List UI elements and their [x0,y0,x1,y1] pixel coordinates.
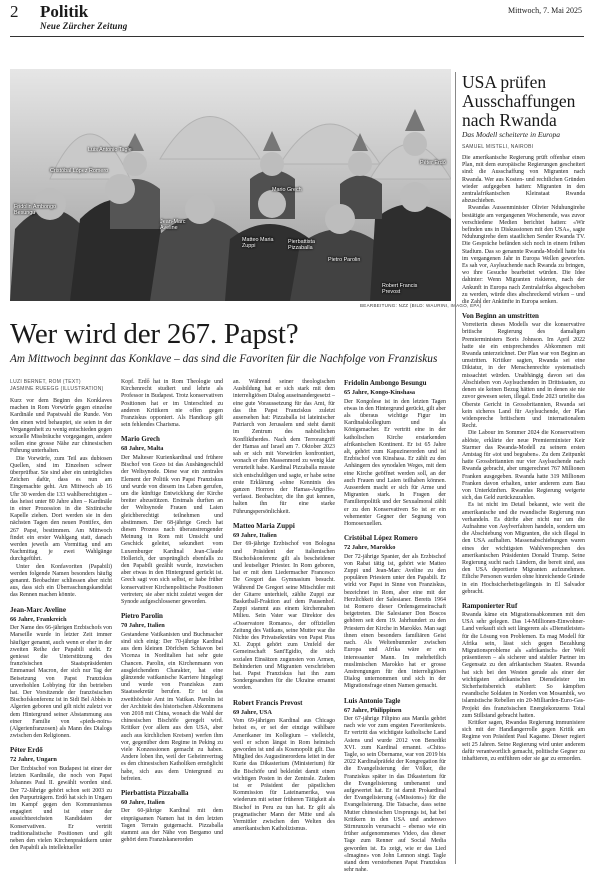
paragraph: Die Labour im Sommer 2024 die Konservativen ablöste, erklärte der neue Premierminister Keir Starmer das Rwanda-Modell zu seinem ersten Amtstag für «tot und begraben». Zu dem Zeitpunkt hatte Grossbritannien nur vier Asylsuchende nach Rwanda gebracht, aber umgerechnet 767 Millionen Franken ausgegeben. Rwanda hatte 319 Millionen Franken davon erhalten, unter anderem zum Bau von Unterkünften. Rwandas Regierung weigerte sich, das Geld zurückzuzahlen. [462,430,585,502]
side-headline: USA prüfen Ausschaffungen nach Rwanda [462,72,576,130]
issue-date: Mittwoch, 7. Mai 2025 [508,6,582,15]
paragraph: Der Kongolese ist in den letzten Tagen etwas in den Hintergrund gerückt, gilt aber als überaus wichtige Figur im Kardinalskollegium und als Königsmacher. Er vertritt eine in der katholischen Kirche erstarkenden afrikanischen Kontinent. Er ist 65 Jahre alt, gehört zum Kapuzinerorden und ist Erzbischof von Kinshasa. Er zählt zu den Anhängern des synodalen Weges, mit dem eine Kirche geöffnet werden soll, an der auch Frauen und Laien teilhaben können. Ausserdem macht er sich für Arme und Migranten stark. In Fragen der Familienpolitik und der Sexualmoral zählt er zu den Konservativen So ist er ein vehementer Gegner der Segnung von Homosexuellen. [344,398,446,527]
cardinals-illustration [10,69,451,301]
side-byline: SAMUEL MISTELI, NAIROBI [462,144,534,150]
candidate-name: Mario Grech [121,435,160,444]
paragraph: an. Während seiner theologischen Ausbildung hat er sich stark mit dem interreligiösen Dialog auseinandergesetzt – eine gute Voraussetzung für das Amt, für das ihn Papst Franziskus zuletzt ausersehen hat: Pizzaballa ist lateinischer Patriarch von Jerusalem und steht damit im Zentrum des nahöstlichen Konfliktherdes. Nach dem Terrorangriff der Hamas auf Israel am 7. Oktober 2023 sah er sich mit Vorwürfen konfrontiert, wonach er den Massenmord zu wenig klar verurteilt habe. Kardinal Pizzaballa musste sich entschuldigen und sagte, er habe seine erste Erklärung «ohne Kenntnis des ganzen Horrors der Hamas-Angriffe» verfasst. Beobachter, die ihn gut kennen, halten ihn für eine starke Führungspersönlichkeit. [233,379,335,515]
paragraph: Kopf. Erdő hat in Rom Theologie und Kirchenrecht studiert und lehrte als Professor in Budapest. Trotz konservativen Positionen hat er im Unterschied zu anderen Kritikern nie offen gegen Franziskus opponiert. Als Handicap gilt sein fehlendes Charisma. [121,379,223,429]
subheading: Von Beginn an umstritten [462,312,539,321]
side-dek: Das Modell scheiterte in Europa [462,130,561,139]
paragraph: Der 67-jährige Filipino aus Manila gehört nach wie vor zum engsten Favoritenkreis. Er vertritt das wichtigste katholische Land Asiens und wurde 2012 von Benedikt XVI. zum Kardinal ernannt. «Chito» Tagle, so sein Übername, war von 2019 bis 2022 Kardinalpräfekt der Kongregation für die Evangelisierung der Völker, die Franziskus später in das Dikasterium für die Evangelisierung umbenannt und aufgewertet hat. Er ist damit Prokardinal der Evangelisierung («Missions») für die Evangelisierung. Die Tatsache, dass seine Mutter chinesischen Ursprungs ist, hat bei Kritikern in den USA und anderswo Stirnrunzeln verursacht – ebenso wie ein früher aufgenommenes Video, das dieser Tage zum Renner auf Social Media geworden ist. Es zeigt, wie er das Lied «Imagine» von John Lennon singt. Tagle stand dem verstorbenen Papst Franziskus sehr nahe. [344,716,446,874]
candidate-details: 72 Jahre, Marokko [344,544,396,552]
photo-tag-tagle: Luis Antonio Tagle [88,147,132,153]
candidate-name: Fridolin Ambongo Besungu [344,379,427,387]
cardinals-collage-image [10,69,451,301]
paragraph: Vom 69-jährigen Kardinal aus Chicago heisst es, er sei der einzige wählbare Amerikaner im Kollegium – vielleicht, weil er schon längst in Rom heimisch geworden ist und als Kosmopolit gilt. Das Mitglied des Augustinerordens leitet in der Kurie das Dikasterium (Ministerium) für die Bischöfe und bekleidet damit einen wichtigen Posten in der Zentrale. Zudem ist er Präsident der päpstlichen Kommission für Lateinamerika, was wiederum mit seiner früheren Tätigkeit als Bischof in Peru zu tun hat. Er gilt als pragmatischer Mann der Mitte und als Vermittler zwischen den Welten des amerikanischen Katholizismus. [233,718,335,833]
section-rubric: Politik [40,2,89,21]
candidate-details: 66 Jahre, Frankreich [10,615,67,623]
candidate-details: 60 Jahre, Italien [121,798,165,806]
candidate-name: Luis Antonio Tagle [344,696,401,705]
photo-tag-grech: Mario Grech [272,187,302,193]
candidate-details: 70 Jahre, Italien [121,622,165,630]
paragraph: Es ist nicht im Detail bekannt, wie weit die amerikanische und die rwandische Regierung nun verhandeln. Es dürfte aber nicht nur um die Aufnahme von Asylverfahren handeln, sondern um die Abschiebung von Migranten, die sich illegal in den USA aufhalten. Massenabschiebungen waren eines der wichtigsten Wahlversprechen des amerikanischen Präsidenten Donald Trump. Seine Regierung sucht nach Ländern, die bereit sind, aus den USA deportierte Migranten aufzunehmen. Etliche Personen wurden ohne hinreichende Gründe in ein Hochsicherheitsgefängnis in El Salvador gebracht. [462,502,585,595]
header-rule [10,36,584,37]
candidate-name: Matteo Maria Zuppi [233,521,295,530]
photo-tag-erdo: Péter Erdő [420,160,446,166]
paragraph: Rwanda käme ein Migrationsabkommen mit den USA sehr gelegen. Das 14-Millionen-Einwohner-Land verkauft sich seit längerem als «Dienstleister» für die Lösung von Problemen. Es mag Modell für Afrika sein, lässt sich gegen Bezahlung Migrationsprobleme als «afrikanisch» der Welt präsentieren – als sicherer und stabiler Partner im Gegensatz zu den afrikanischen Staaten. Rwanda hat sich bei den Westen gerade als einer der wichtigsten afrikanischen Dienstleister im Sicherheitsbereich etabliert: So kämpften rwandische Soldaten in Norden von Mosambik, wo islamistische Rebellen ein 20-Milliarden-Euro-Gas-Projekt des französischen Energiekonzerns Total zum Stillstand gebracht hatten. [462,611,585,719]
candidate-details: 67 Jahre, Philippinen [344,706,402,714]
byline-illustrator: JASMINE RUEEGG (ILLUSTRATION) [10,385,104,392]
photo-tag-parolin: Pietro Parolin [328,257,361,263]
main-headline: Wer wird der 267. Papst? [10,318,299,350]
photo-tag-prevost: Robert Francis Prevost [382,283,418,295]
photo-tag-ambongo: Fridolin Ambongo Besungu [14,204,56,216]
paragraph: Der Malteser Kurienkardinal und frühere Bischof von Gozo ist das Aushängeschild der Weltsynode. Diese war ein zentrales Element der Politik von Papst Franziskus und wurde von diesem ins Leben gerufen, um die künftige Entwicklung der Kirche breiter abzustützen. Erstmals durften an der Weltsynode Frauen und Laien gleichberechtigt teilnehmen und abstimmen. Der 68-jährige Grech hat diesen Prozess nach überanstrengender Meinung in Rom mit Umsicht und Geschick geleitet, sekundiert vom Luxemburger Kardinal Jean-Claude Hollerich, der ursprünglich ebenfalls zu den Papabili gezählt wurde, inzwischen aber etwas in den Hintergrund gerückt ist. Grech sagt von sich selbst, er habe früher konservativer Kirchenpolitische Positionen vertreten; sie aber nicht zuletzt wegen der Synode aufgeschlossener geworden. [121,454,223,605]
candidate-details: 69 Jahre, USA [233,708,272,716]
candidate-details: 65 Jahre, Kongo-Kinshasa [344,389,416,396]
main-byline [10,379,104,392]
side-article-body [462,155,585,763]
paragraph: Gestandene Vatikanisten und Buchmacher sind sich einig: Der 70-jährige Kardinal aus dem kleinen Dörfchen Schiavon bei Vicenza in Norditalien hat sehr gute Chancen. Parolin, ein Kirchenmann von ausgleichendem Charakter, hat eine glänzende vatikanische Karriere hingelegt und wurde von Franziskus zum Staatssekretär berufen. Er ist das zweithöchste Amt im Vatikan. Parolin ist der Architekt des historischen Abkommens von 2018 mit China, wonach die Wahl der chinesischen Bischöfe geregelt wird. Kritiker (vor allem aus den USA, aber auch aus kirchlichen Kreisen) werfen ihm vor, gegenüber dem Regime in Peking zu viele Konzessionen gemacht zu haben. Andere loben ihn, weil der Geheimvertrag es den chinesischen Katholiken ermöglicht habe, sich aus dem Untergrund zu befreien. [121,631,223,782]
article-column-2 [121,379,223,844]
candidate-details: 69 Jahre, Italien [233,531,277,539]
paragraph: Unter den Konfavoriten (Papabili) werden folgende Namen besonders häufig genannt. Beobachter schliessen aber nicht aus, dass sich ein Überraschungskandidat das Rennen machen könnte. [10,563,112,599]
paragraph: Kurz vor dem Beginn des Konklaves machen in Rom Vorwürfe gegen einzelne Kardinäle und Papstwahl die Runde. Von den einen wird behauptet, sie seien in der Vergangenheit zu wenig entschieden gegen sexuelle Missbräuche vorgegangen, andere sollen eine grosse Nähe zur chinesischen Führung unterhalten. [10,398,112,455]
candidate-details: 72 Jahre, Ungarn [10,756,57,764]
paragraph: Der Name des 66-jährigen Erzbischofs von Marseille wurde in letzter Zeit immer häufiger genannt, auch wenn er eher in der zweiten Reihe der Papabili steht. Er geniesst die Unterstützung des französischen Staatspräsidenten Emmanuel Macron, der sich nur Tag der Beisetzung von Papst Franziskus unverhohlen Lobbying für ihn betrieben hat. Der Vorsitzende der französischen Bischofskonferenz ist in Sidi Bel Abbès in Algerien geboren und gilt nicht zuletzt vor dem Hintergrund seiner Abstammung aus einer Familie von «pieds-noirs» (Algerienfranzosen) als Mann des Dialogs zwischen den Religionen. [10,625,112,740]
paragraph: Der 69-jährige Erzbischof von Bologna und Präsident der italienischen Bischofskonferenz gilt als bescheidener und leutseliger Priester. In Rom geboren, hat er mit dem Liedermacher Francesco De Gregori das Gymnasium besucht. Während De Gregori seine Mitschüler mit der Gitarre unterhielt, zählte Zuppi zur Basketball-Fraktion auf dem Pausenhof. Zuppi stammt aus einem kirchennahen Milieu. Sein Vater war Direktor des «Osservatore Romano», der offiziellen Zeitung des Vatikans, seine Mutter war die Nichte des Privatsekretärs von Papst Pius XI. Zuppi gehört zum Umfeld der Gemeinschaft Sant'Egidio, die sich sozialen Einsätzen zugunsten von Armen, Behinderten und Migranten verschrieben hat. Papst Franziskus hat ihn zum Sondergesandten für die Ukraine ernannt worden. [233,541,335,692]
subheading: Ramponierter Ruf [462,601,518,610]
page-number: 2 [10,2,19,21]
article-column-1 [10,398,112,852]
paragraph: Die amerikanische Regierung prüft offenbar einen Plan, mit dem europäische Regierungen gescheitert sind: die Ausschaffung von Migranten nach Rwanda. Wer aus Kosten- und rechtlichen Gründen wieder aufgegeben hatten: Migranten in den zentralafrikanischen Kleinstaat Rwanda abzuschieben. [462,155,585,205]
article-column-4 [344,379,446,874]
candidate-name: Péter Erdő [10,746,43,755]
photo-tag-aveline: Jean-Marc Aveline [160,219,186,231]
article-column-3 [233,379,335,833]
paragraph: Vorreiterin dieses Modells war die konservative britische Regierung des damaligen Premierministers Boris Johnson. Im April 2022 hatte sie ein entsprechendes Abkommen mit Rwanda unterzeichnet. Der Plan war von Beginn an umstritten. Kritiker sagten, Rwanda sei eine Diktatur, in der Menschenrechte systematisch missachtet würden. Unabhängig davon sei das Abschieben von Asylsuchenden in Drittstaaten, zu denen sie keinen Bezug hätten und in denen sie nie zuvor gewesen seien, illegal. Ende 2023 urteilte das Oberste Gericht in Grossbritannien, Rwanda sei kein sicheres Land für Asylsuchende, der Plan widerspreche britischem und internationalem Recht. [462,322,585,430]
photo-tag-zuppi: Matteo Maria Zuppi [242,237,274,249]
photo-tag-pizzaballa: Pierbattista Pizzaballa [288,239,315,251]
paragraph: Der 72-jährige Spanier, der als Erzbischof von Rabat tätig ist, gehört wie Matteo Zuppi und Jean-Marc Aveline zu den populären Priestern unter den Papabili. Er wirkt vor Papst in Sinne von Franziskus, bezeichnet in Rom, aber eine mit der Herzlichkeit der Salesianer. Bereits 1964 ist Romero dieser Ordensgemeinschaft beigetreten. Die Salesianer Don Boscos gehören seit dem 19. Jahrhundert zu den Priestern der Kirche in Marokko. Man sagt ihnen einen besonders familiären Geist nach. Als Weltenbummler zwischen Europa und Afrika wäre er ein interessanter Mann. Im mehrheitlich muslimischen Marokko hat er grosse Anstrengungen für den interreligiösen Dialog unternommen und sich in der Migrationsfrage einen Namen gemacht. [344,553,446,690]
candidate-name: Pierbattista Pizzaballa [121,788,189,797]
candidate-name: Pietro Parolin [121,612,163,621]
candidate-details: 68 Jahre, Malta [121,445,164,453]
paragraph: Rwandas Aussenminister Olivier Nduhungirehe bestätigte am vergangenen Wochenende, was zuvor verschiedene Medien berichtet hatten: «Wir befinden uns in Diskussionen mit den USA», sagte Nduhungirehe dem staatlichen Sender Rwanda TV. Die Gespräche befänden sich noch in einem frühen Stadium. Das so genannte Rwanda-Modell hatte bis im vergangenen Jahr in Europa Wellen geworfen. Es sah vor, Asylsuchende nach Rwanda zu bringen, wo ihre Gesuche bearbeitet würden. Die Idee dahinter: Wenn Migranten riskieren, nach der Ankunft in Europa nach Zentralafrika abgeschoben zu werden, würde dies abschreckend wirken – und die Zahl der Ankünfte in Europa senken. [462,205,585,306]
candidate-name: Robert Francis Prevost [233,698,303,707]
photo-credit: BEARBEITUNG: NZZ (BILD: WAURINI, IMAGO, EPA) [360,303,482,308]
photo-tag-lopez: Cristóbal López Romero [50,168,109,174]
column-divider [455,72,456,864]
candidate-name: Cristóbal López Romero [344,534,418,543]
paragraph: Kritiker sagen, Rwandas Regierung immunisiere sich mit der Handlangerrolle gegen Kritik am Regime von Präsident Paul Kagame. Dieser regiert seit 25 Jahren. Seine Regierung wird unter anderem dafür verantwortlich gemacht, politische Gegner zu inhaftieren, zu entführen oder sie gar zu ermorden. [462,720,585,763]
masthead-logo: Neue Zürcher Zeitung [40,21,128,31]
paragraph: Der Erzbischof von Budapest ist einer der letzten Kardinäle, die noch von Papst Johannes Paul II. gewählt worden sind. Der 72-Jährige gehört schon seit 2003 zu den Purpurträgern. Erdő hat sich in Ungarn im Kampf gegen den Kommunismus engagiert und ist einer der aussichtsreichsten Kandidaten der Konservativen. Er vertritt traditionalistische Positionen und gilt neben den vielen Kirchenpraktikern unter den Papabili als intellektueller [10,765,112,852]
paragraph: Die Vorwürfe, zum Teil aus dubiosen Quellen, sind im Einzelnen schwer überprüfbar. Sie sind aber ein untrügliches Zeichen dafür, dass es nun am Eingemachte geht. Am Mittwoch ab 16 Uhr 30 werden die 133 wahlberechtigten – das heisst unter 80 Jahre alten – Kardinäle in einer Prozession in die Sixtinische Kapelle ziehen. Dort werden sie in den nächsten Tagen den neuen Pontifex, den 267 Papst, bestimmen. Am Mittwoch findet ein erster Wahlgang statt, danach werden jeweils am Vormittag und am Nachmittag je zwei Wahlgänge durchgeführt. [10,455,112,563]
paragraph: Der 60-jährige Kardinal mit dem einprägsamen Namen hat in den letzten Tagen Terrain gutgemacht. Pizzaballa stammt aus der Nähe von Bergamo und gehört dem Franziskanerorden [121,808,223,844]
main-dek: Am Mittwoch beginnt das Konklave – das sind die Favoriten für die Nachfolge von Franziskus [10,353,438,365]
byline-author: LUZI BERNET, ROM (TEXT) [10,379,81,385]
candidate-name: Jean-Marc Aveline [10,605,66,614]
